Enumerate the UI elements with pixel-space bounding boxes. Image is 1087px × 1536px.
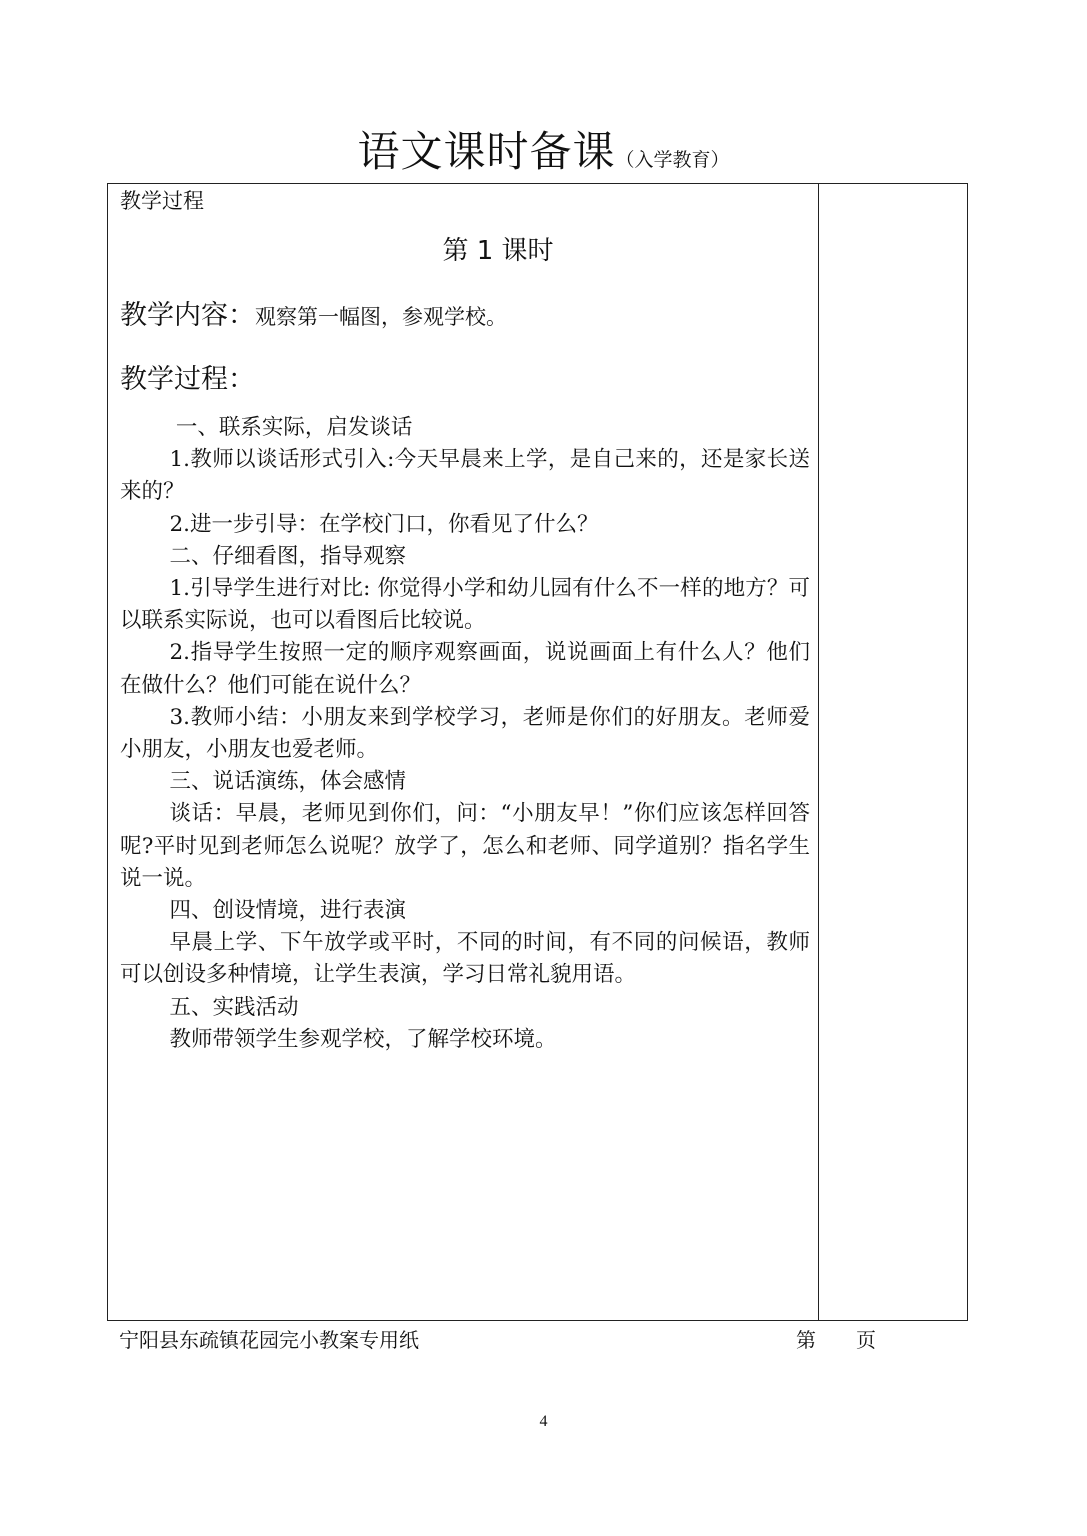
section-heading: 三、说话演练，体会感情 — [169, 769, 406, 795]
section-heading: 五、实践活动 — [169, 994, 299, 1020]
teaching-content-label: 教学内容： — [120, 300, 255, 331]
section-heading: 四、创设情境，进行表演 — [169, 898, 406, 924]
paragraph: 教师带领学生参观学校，了解学校环境。 — [169, 1026, 557, 1052]
footer-page-prefix: 第 — [796, 1328, 816, 1352]
lesson-table — [107, 183, 968, 1321]
footer-school-name: 宁阳县东疏镇花园完小教案专用纸 — [119, 1328, 419, 1352]
document-title — [0, 124, 1087, 189]
page-number: 4 — [539, 1413, 548, 1430]
section-heading: 一、联系实际，启发谈话 — [175, 415, 413, 440]
lesson-cell — [108, 184, 818, 1320]
footer-page-suffix: 页 — [856, 1328, 876, 1352]
paragraph: 1.教师以谈话形式引入:今天早晨来上学，是自己来的，还是家长送来的？ — [120, 447, 810, 505]
lesson-body — [120, 412, 810, 1056]
teaching-content-value: 观察第一幅图，参观学校。 — [255, 305, 507, 329]
paragraph: 2.指导学生按照一定的顺序观察画面，说说画面上有什么人？他们在做什么？他们可能在说什么？ — [120, 640, 810, 698]
lesson-title: 第 1 课时 — [442, 236, 554, 266]
paragraph: 2.进一步引导：在学校门口，你看见了什么？ — [169, 511, 599, 537]
paragraph: 1.引导学生进行对比: 你觉得小学和幼儿园有什么不一样的地方？可以联系实际说，也可以看图后比较说。 — [120, 576, 810, 634]
cell-label: 教学过程 — [120, 189, 204, 213]
paragraph: 谈话：早晨，老师见到你们，问：“小朋友早！”你们应该怎样回答呢?平时见到老师怎么说呢？放学了，怎么和老师、同学道别？指名学生说一说。 — [120, 801, 810, 891]
title-subtitle: （入学教育） — [615, 149, 730, 171]
notes-cell — [819, 184, 967, 1320]
title-main: 语文课时备课 — [357, 127, 616, 176]
section-heading: 二、仔细看图，指导观察 — [169, 543, 406, 569]
teaching-process-heading: 教学过程： — [120, 364, 255, 395]
footer-page-field — [796, 1326, 876, 1354]
paragraph: 早晨上学、下午放学或平时，不同的时间，有不同的问候语，教师可以创设多种情境，让学生表演，学习日常礼貌用语。 — [120, 930, 810, 988]
paragraph: 3.教师小结：小朋友来到学校学习，老师是你们的好朋友。老师爱小朋友，小朋友也爱老师。 — [120, 704, 810, 763]
teaching-content — [120, 296, 507, 339]
